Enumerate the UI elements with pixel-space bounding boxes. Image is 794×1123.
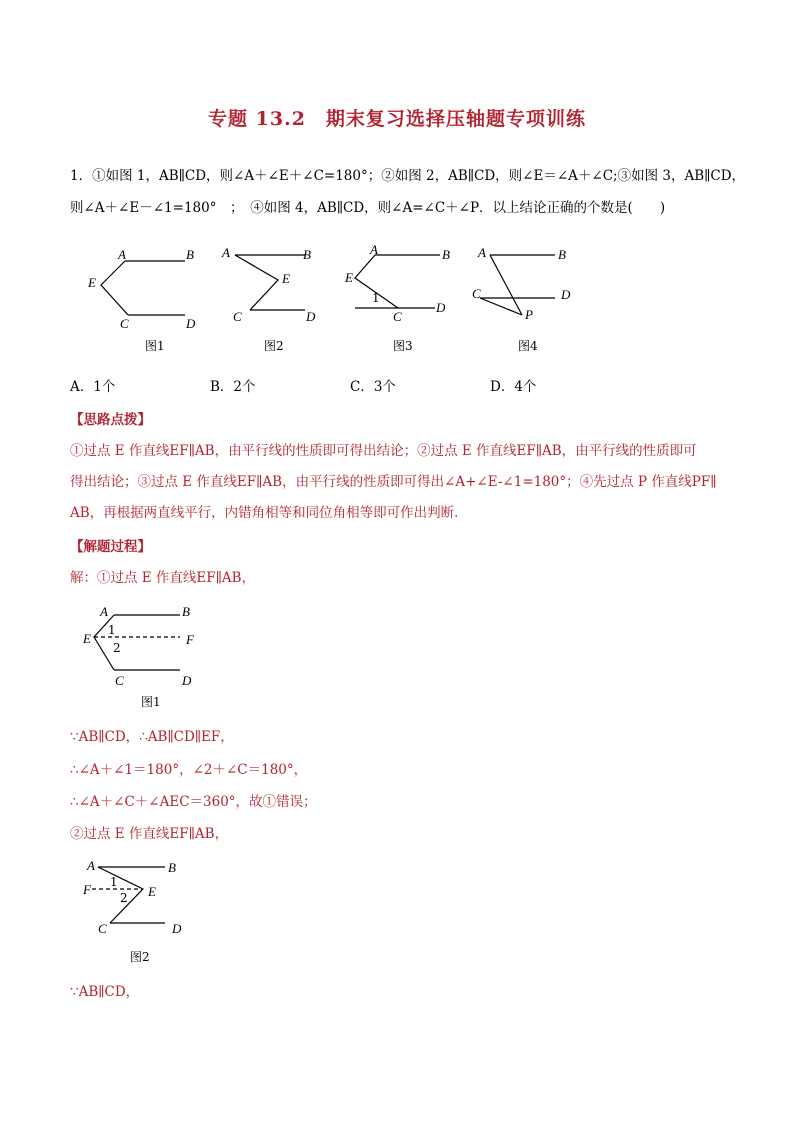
solution-line-1: 解：①过点 E 作直线EF∥AB，	[70, 570, 256, 586]
fig2-label-d: D	[306, 309, 316, 324]
question-line-1: 1．①如图 1，AB∥CD，则∠A＋∠E＋∠C=180°；②如图 2，AB∥CD，则∠E＝∠A＋∠C;③如图 3，AB∥CD，	[70, 168, 746, 184]
fig4-caption: 图4	[518, 339, 538, 353]
fig1-label-b: B	[186, 247, 194, 262]
fig3-label-d: D	[436, 300, 446, 315]
sol1-label-f: F	[186, 632, 194, 647]
hint-heading: 【思路点拨】	[70, 412, 151, 428]
fig4-label-c: C	[472, 286, 481, 301]
fig4-label-a: A	[478, 245, 486, 260]
fig2-caption: 图2	[264, 339, 284, 353]
fig2-line-aec	[235, 255, 278, 310]
sol1-caption: 图1	[141, 695, 161, 709]
sol2-label-a: A	[87, 858, 95, 873]
fig4-label-b: B	[558, 247, 566, 262]
fig2-label-a: A	[222, 245, 230, 260]
hint-line-2: 得出结论；③过点 E 作直线EF∥AB，由平行线的性质即可得出∠A+∠E-∠1=180°；④先过点 P 作直线PF∥	[70, 474, 717, 490]
fig1-label-a: A	[118, 247, 126, 262]
fig1-label-e: E	[88, 275, 96, 290]
page-title: 专题 13.2 期末复习选择压轴题专项训练	[208, 108, 586, 130]
fig1-line-aec	[101, 261, 128, 315]
sol1-label-c: C	[115, 673, 124, 688]
solution-line-4: ∴∠A＋∠C＋∠AEC＝360°，故①错误；	[70, 794, 317, 810]
fig2-label-e: E	[282, 271, 290, 286]
fig3-label-1: 1	[372, 291, 380, 305]
sol1-label-b: B	[182, 604, 190, 619]
fig1-label-c: C	[120, 316, 129, 331]
sol2-label-2: 2	[120, 891, 128, 905]
option-d: D．4个	[490, 379, 537, 395]
solution-heading: 【解题过程】	[70, 539, 151, 555]
sol1-label-e: E	[83, 631, 91, 646]
solution-line-6: ∵AB∥CD，	[70, 984, 140, 1000]
fig3-caption: 图3	[393, 339, 413, 353]
sol2-label-d: D	[172, 921, 182, 936]
fig1-caption: 图1	[145, 339, 165, 353]
fig4-label-d: D	[561, 287, 571, 302]
sol1-label-2: 2	[113, 641, 121, 655]
option-c: C．3个	[350, 379, 396, 395]
option-a: A．1个	[70, 379, 116, 395]
sol1-label-a: A	[100, 604, 108, 619]
hint-line-3: AB，再根据两直线平行，内错角相等和同位角相等即可作出判断．	[70, 505, 468, 521]
hint-line-1: ①过点 E 作直线EF∥AB，由平行线的性质即可得出结论；②过点 E 作直线EF∥AB，由平行线的性质即可	[70, 443, 697, 459]
sol1-label-d: D	[182, 673, 192, 688]
sol2-label-1: 1	[110, 875, 118, 889]
solution-line-5: ②过点 E 作直线EF∥AB，	[70, 826, 229, 842]
sol2-label-e: E	[148, 884, 156, 899]
fig2-label-b: B	[303, 247, 311, 262]
sol2-label-b: B	[168, 860, 176, 875]
fig3-label-c: C	[393, 309, 402, 324]
fig4-line-cp	[480, 298, 522, 315]
sol2-label-f: F	[83, 882, 91, 897]
solution-line-3: ∴∠A＋∠1＝180°，∠2＋∠C＝180°，	[70, 762, 308, 778]
solution-line-2: ∵AB∥CD，∴AB∥CD∥EF，	[70, 729, 234, 745]
sol1-label-1: 1	[108, 623, 116, 637]
sol2-caption: 图2	[130, 950, 150, 964]
option-b: B．2个	[210, 379, 256, 395]
sol2-label-c: C	[98, 921, 107, 936]
fig4-line-ap	[490, 255, 522, 315]
fig4-label-p: P	[525, 307, 533, 322]
fig3-label-e: E	[345, 270, 353, 285]
fig1-label-d: D	[186, 316, 196, 331]
question-line-2: 则∠A＋∠E－∠1=180° ； ④如图 4，AB∥CD，则∠A=∠C＋∠P．以上结论正确的个数是( )	[70, 200, 666, 216]
fig3-label-b: B	[442, 247, 450, 262]
fig3-label-a: A	[370, 242, 378, 257]
fig2-label-c: C	[233, 309, 242, 324]
